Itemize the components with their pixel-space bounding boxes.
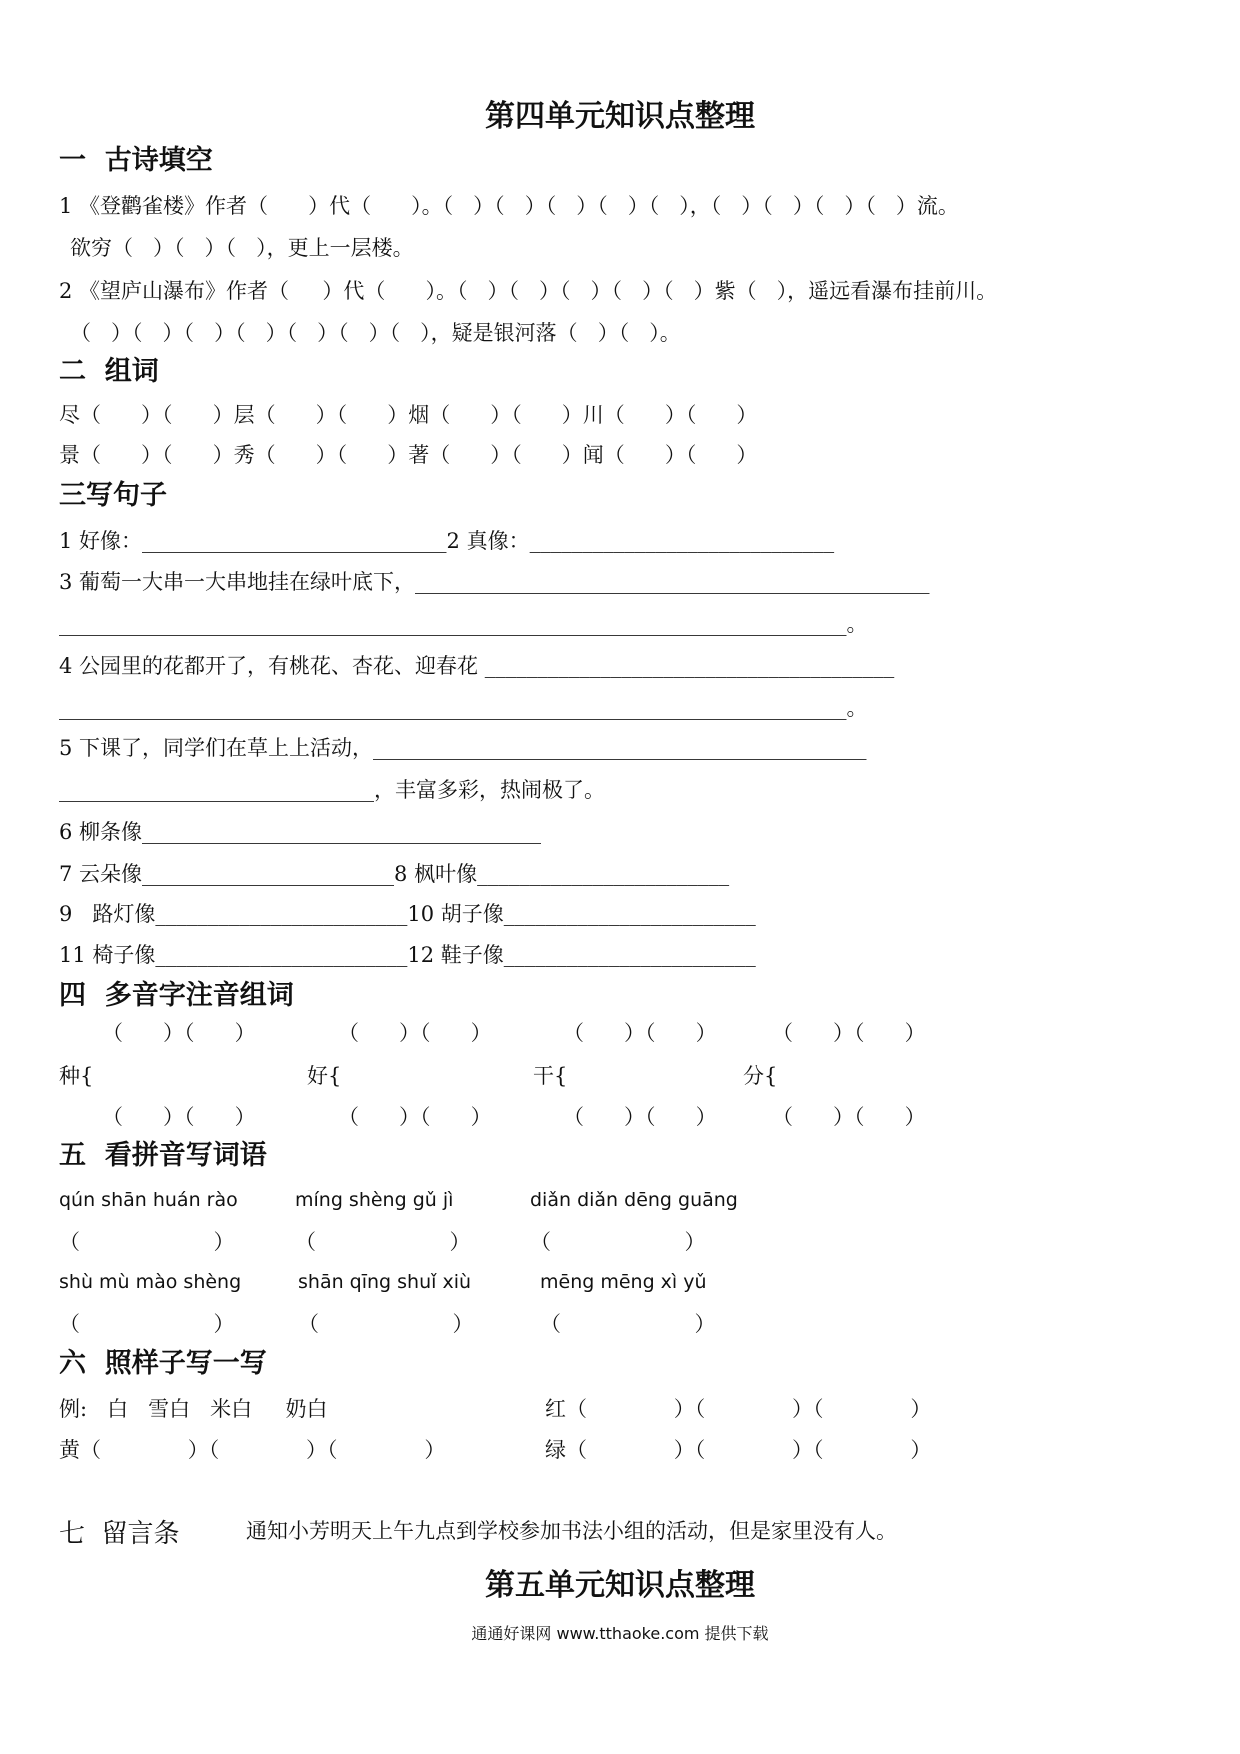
sentence-6: 6 柳条像______________________________________: [59, 820, 542, 844]
section-2-heading: 二 组词: [59, 356, 159, 387]
section-7-heading: 七 留言条: [59, 1519, 180, 1549]
footer-source: 通通好课网 www.tthaoke.com 提供下载: [471, 1624, 769, 1643]
section-1-heading: 一 古诗填空: [59, 145, 213, 176]
sentence-3: 3 葡萄一大串一大串地挂在绿叶底下，_________________________________________________: [59, 570, 930, 594]
polyphone-top-blanks: （ ）（ ）: [563, 1021, 717, 1045]
word-group-row-2: 景（ ）（ ）秀（ ）（ ）著（ ）（ ）闻（ ）（ ）: [59, 443, 758, 467]
pinyin-text: diǎn diǎn dēng guāng: [530, 1189, 738, 1211]
sentence-1-2: 1 好像：_____________________________2 真像：_____________________________: [59, 529, 835, 553]
sentence-5-cont: ______________________________，丰富多彩，热闹极了。: [59, 778, 605, 802]
sentence-4: 4 公园里的花都开了，有桃花、杏花、迎春花 _______________________________________: [59, 654, 895, 678]
poem-line-2: 欲穷（ ）（ ）（ ），更上一层楼。: [70, 236, 414, 260]
section-4-heading: 四 多音字注音组词: [59, 980, 294, 1011]
pinyin-blank: （ ）: [298, 1312, 474, 1336]
pinyin-text: qún shān huán rào: [59, 1189, 238, 1211]
polyphone-top-blanks: （ ）（ ）: [102, 1021, 256, 1045]
poem-line-3: 2 《望庐山瀑布》作者（ ）代（ ）。（ ）（ ）（ ）（ ）（ ）紫（ ），遥远看瀑布挂前川。: [59, 279, 998, 303]
pinyin-blank: （ ）: [540, 1312, 716, 1336]
polyphone-bottom-blanks: （ ）（ ）: [563, 1105, 717, 1129]
sentence-4-cont: ___________________________________________________________________________。: [59, 696, 868, 720]
section-3-heading: 三写句子: [59, 480, 167, 511]
example-line: 例: 白 雪白 米白 奶白: [59, 1397, 328, 1421]
poem-line-1: 1 《登鹳雀楼》作者（ ）代（ ）。（ ）（ ）（ ）（ ）（ ），（ ）（ ）（ ）（ ）流。: [59, 194, 959, 218]
section-6-heading: 六 照样子写一写: [59, 1348, 267, 1379]
pinyin-blank: （ ）: [59, 1230, 235, 1254]
sentence-9-10: 9 路灯像________________________10 胡子像________________________: [59, 902, 756, 926]
pinyin-blank: （ ）: [59, 1312, 235, 1336]
pinyin-text: mēng mēng xì yǔ: [540, 1271, 707, 1293]
pinyin-text: míng shèng gǔ jì: [295, 1189, 454, 1211]
polyphone-char: 种{: [59, 1064, 94, 1088]
message-note-text: 通知小芳明天上午九点到学校参加书法小组的活动，但是家里没有人。: [246, 1519, 897, 1543]
sentence-7-8: 7 云朵像________________________8 枫叶像________________________: [59, 862, 730, 886]
polyphone-char: 好{: [307, 1064, 342, 1088]
red-words-line: 红（ ）（ ）（ ）: [545, 1397, 932, 1421]
polyphone-bottom-blanks: （ ）（ ）: [102, 1105, 256, 1129]
word-group-row-1: 尽（ ）（ ）层（ ）（ ）烟（ ）（ ）川（ ）（ ）: [59, 403, 758, 427]
yellow-words-line: 黄（ ）（ ）（ ）: [59, 1438, 446, 1462]
sentence-5: 5 下课了，同学们在草上上活动，_______________________________________________: [59, 736, 867, 760]
green-words-line: 绿（ ）（ ）（ ）: [545, 1438, 932, 1462]
sentence-11-12: 11 椅子像________________________12 鞋子像________________________: [59, 943, 756, 967]
pinyin-text: shān qīng shuǐ xiù: [298, 1271, 472, 1293]
pinyin-blank: （ ）: [530, 1230, 706, 1254]
polyphone-bottom-blanks: （ ）（ ）: [772, 1105, 926, 1129]
polyphone-bottom-blanks: （ ）（ ）: [338, 1105, 492, 1129]
unit4-title: 第四单元知识点整理: [485, 99, 755, 134]
polyphone-top-blanks: （ ）（ ）: [338, 1021, 492, 1045]
sentence-3-cont: ___________________________________________________________________________。: [59, 612, 868, 636]
polyphone-char: 分{: [743, 1064, 778, 1088]
polyphone-top-blanks: （ ）（ ）: [772, 1021, 926, 1045]
poem-line-4: （ ）（ ）（ ）（ ）（ ）（ ）（ ），疑是银河落（ ）（ ）。: [70, 321, 681, 345]
pinyin-blank: （ ）: [295, 1230, 471, 1254]
polyphone-char: 干{: [533, 1064, 568, 1088]
pinyin-text: shù mù mào shèng: [59, 1271, 242, 1293]
unit5-title: 第五单元知识点整理: [485, 1568, 755, 1603]
section-5-heading: 五 看拼音写词语: [59, 1140, 267, 1171]
